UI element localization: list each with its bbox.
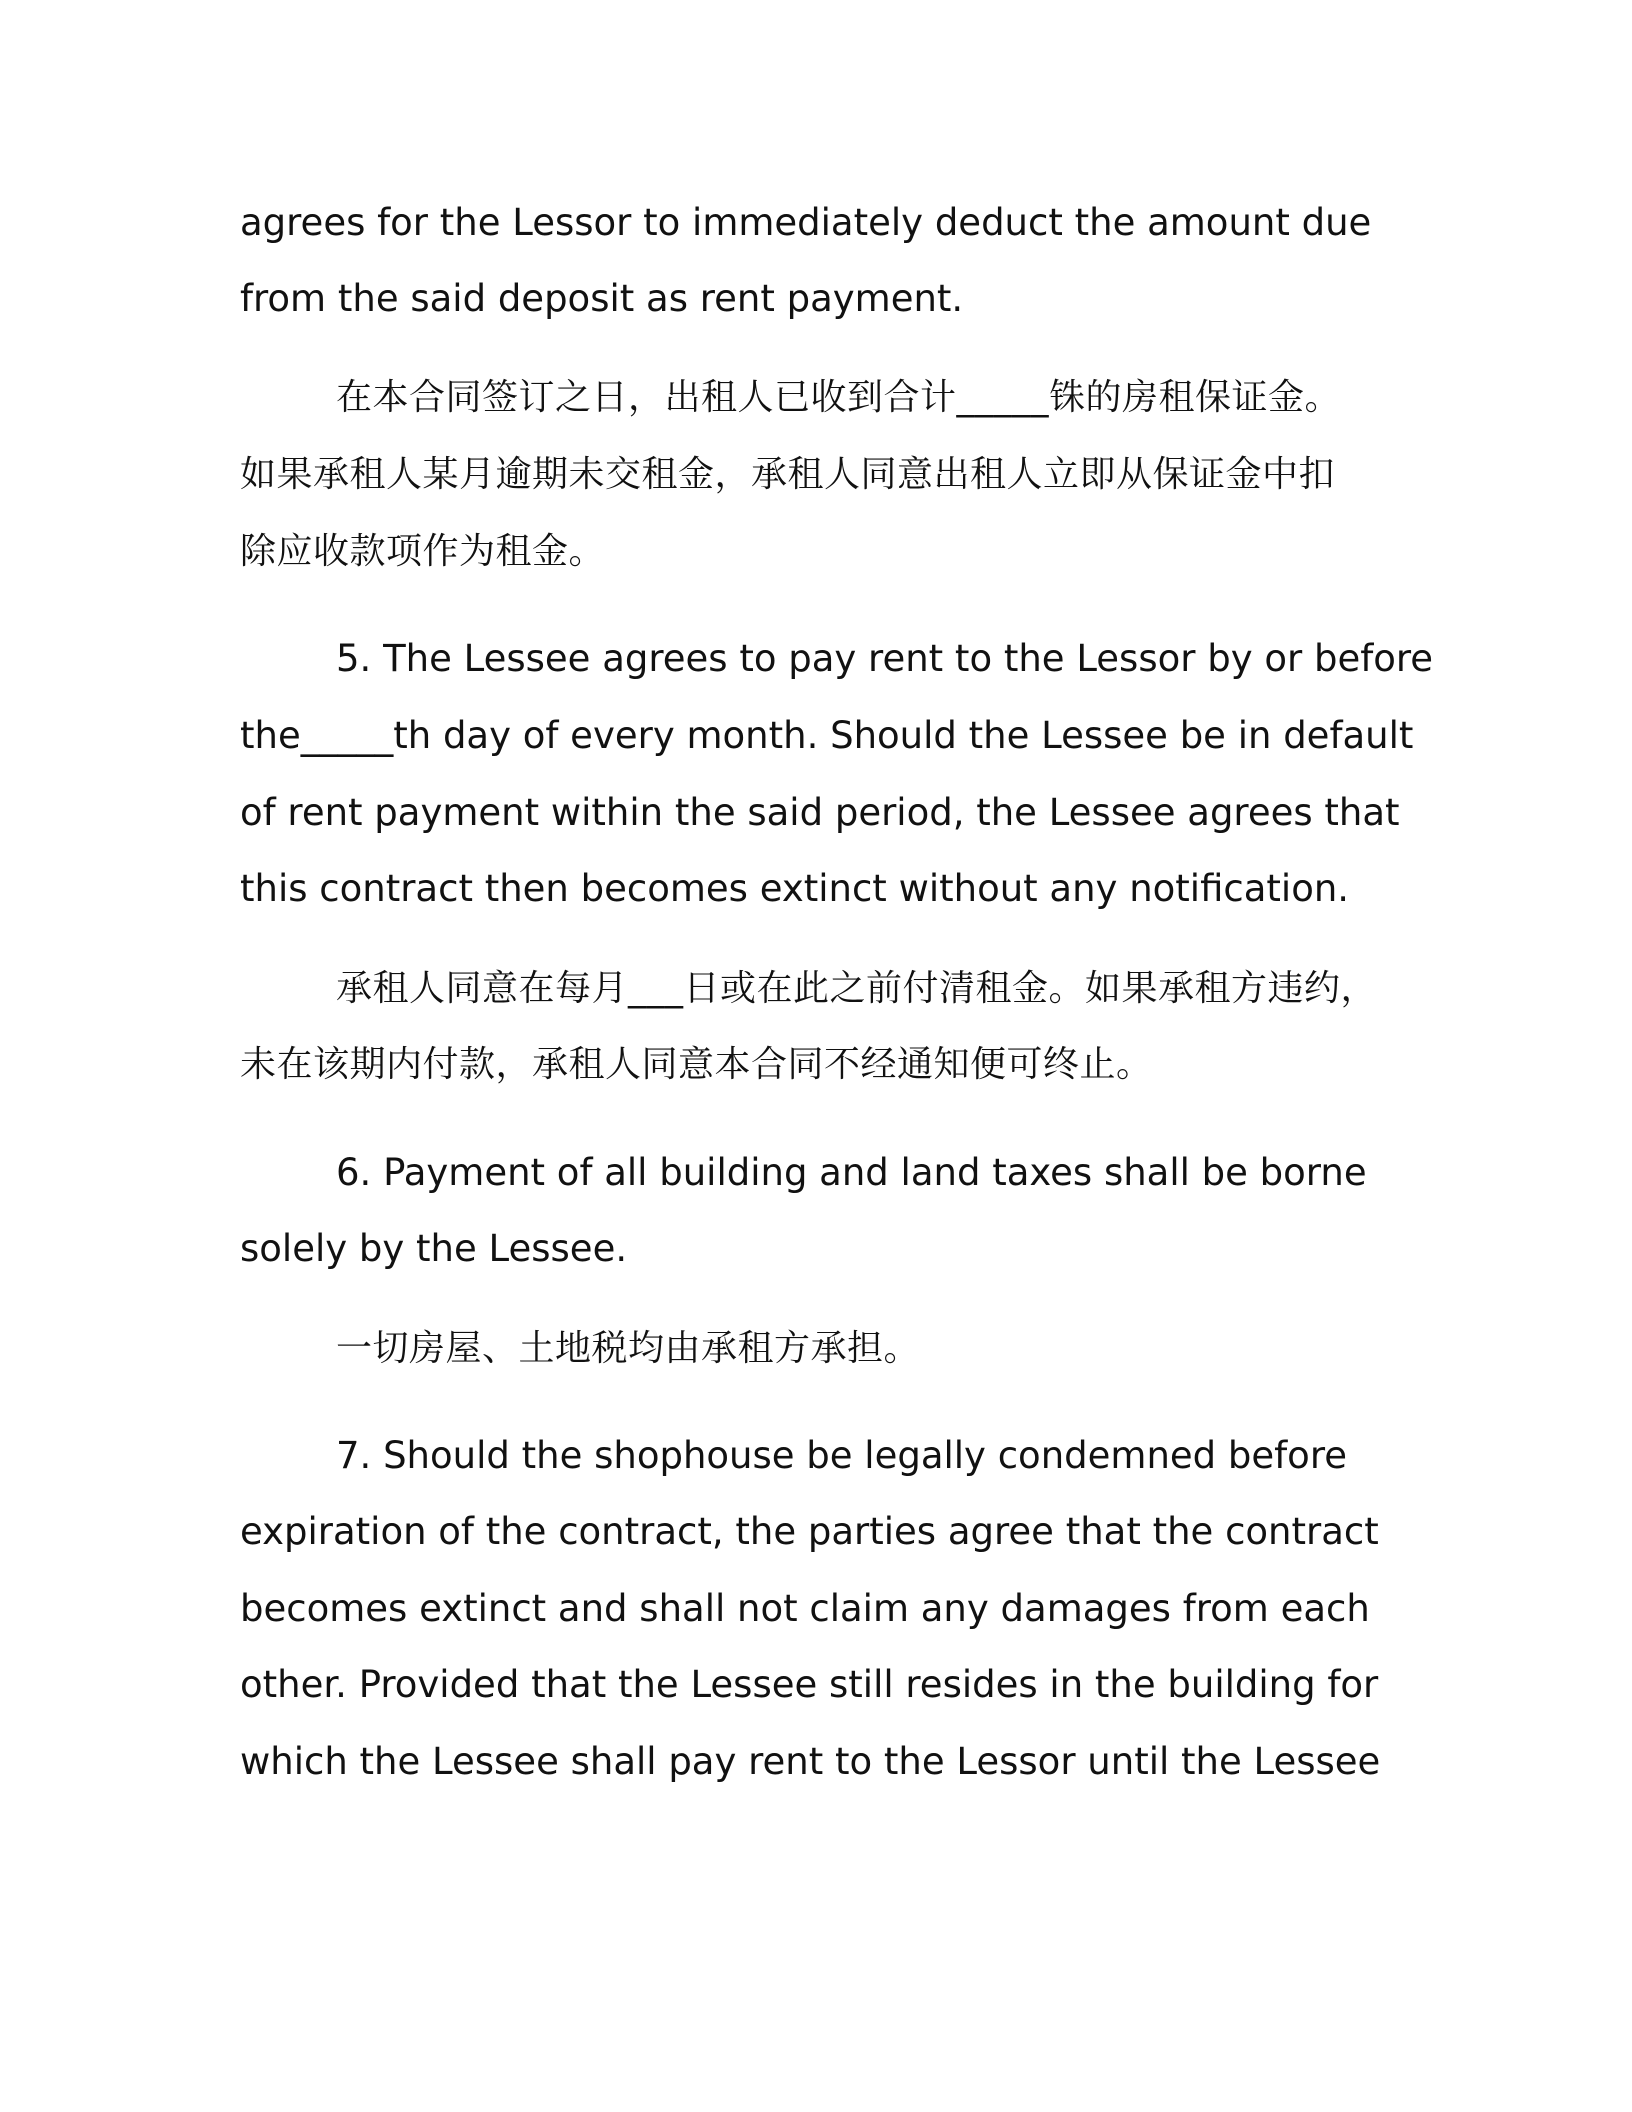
clause-6-en-line-2: solely by the Lessee. xyxy=(240,1227,628,1270)
clause-5-cn-line-1: 承租人同意在每月___日或在此之前付清租金。如果承租方违约， xyxy=(336,968,1378,1009)
clause-4-en-line-2: from the said deposit as rent payment. xyxy=(240,277,964,320)
clause-7-en-line-1: 7. Should the shophouse be legally condemned before xyxy=(336,1434,1347,1477)
clause-7-en-line-3: becomes extinct and shall not claim any damages from each xyxy=(240,1587,1370,1630)
clause-7-en-line-5: which the Lessee shall pay rent to the Lessor until the Lessee xyxy=(240,1740,1381,1783)
clause-4-cn-line-3: 除应收款项作为租金。 xyxy=(240,531,606,572)
clause-4-en-line-1: agrees for the Lessor to immediately deduct the amount due xyxy=(240,201,1372,244)
clause-5-en-line-2: the_____th day of every month. Should the Lessee be in default xyxy=(240,714,1414,757)
clause-7-en-line-4: other. Provided that the Lessee still resides in the building for xyxy=(240,1663,1379,1706)
clause-5-en-line-4: this contract then becomes extinct without any notification. xyxy=(240,867,1350,910)
clause-7-en-line-2: expiration of the contract, the parties agree that the contract xyxy=(240,1510,1379,1553)
clause-6-en-line-1: 6. Payment of all building and land taxes shall be borne xyxy=(336,1151,1367,1194)
clause-5-en-line-1: 5. The Lessee agrees to pay rent to the Lessor by or before xyxy=(336,637,1434,680)
clause-5-en-line-3: of rent payment within the said period, the Lessee agrees that xyxy=(240,791,1400,834)
clause-4-cn-line-2: 如果承租人某月逾期未交租金，承租人同意出租人立即从保证金中扣 xyxy=(240,454,1336,495)
clause-5-cn-line-2: 未在该期内付款，承租人同意本合同不经通知便可终止。 xyxy=(240,1044,1153,1085)
clause-6-cn-line-1: 一切房屋、土地税均由承租方承担。 xyxy=(336,1328,921,1369)
clause-4-cn-line-1: 在本合同签订之日，出租人已收到合计_____铢的房租保证金。 xyxy=(336,377,1342,418)
